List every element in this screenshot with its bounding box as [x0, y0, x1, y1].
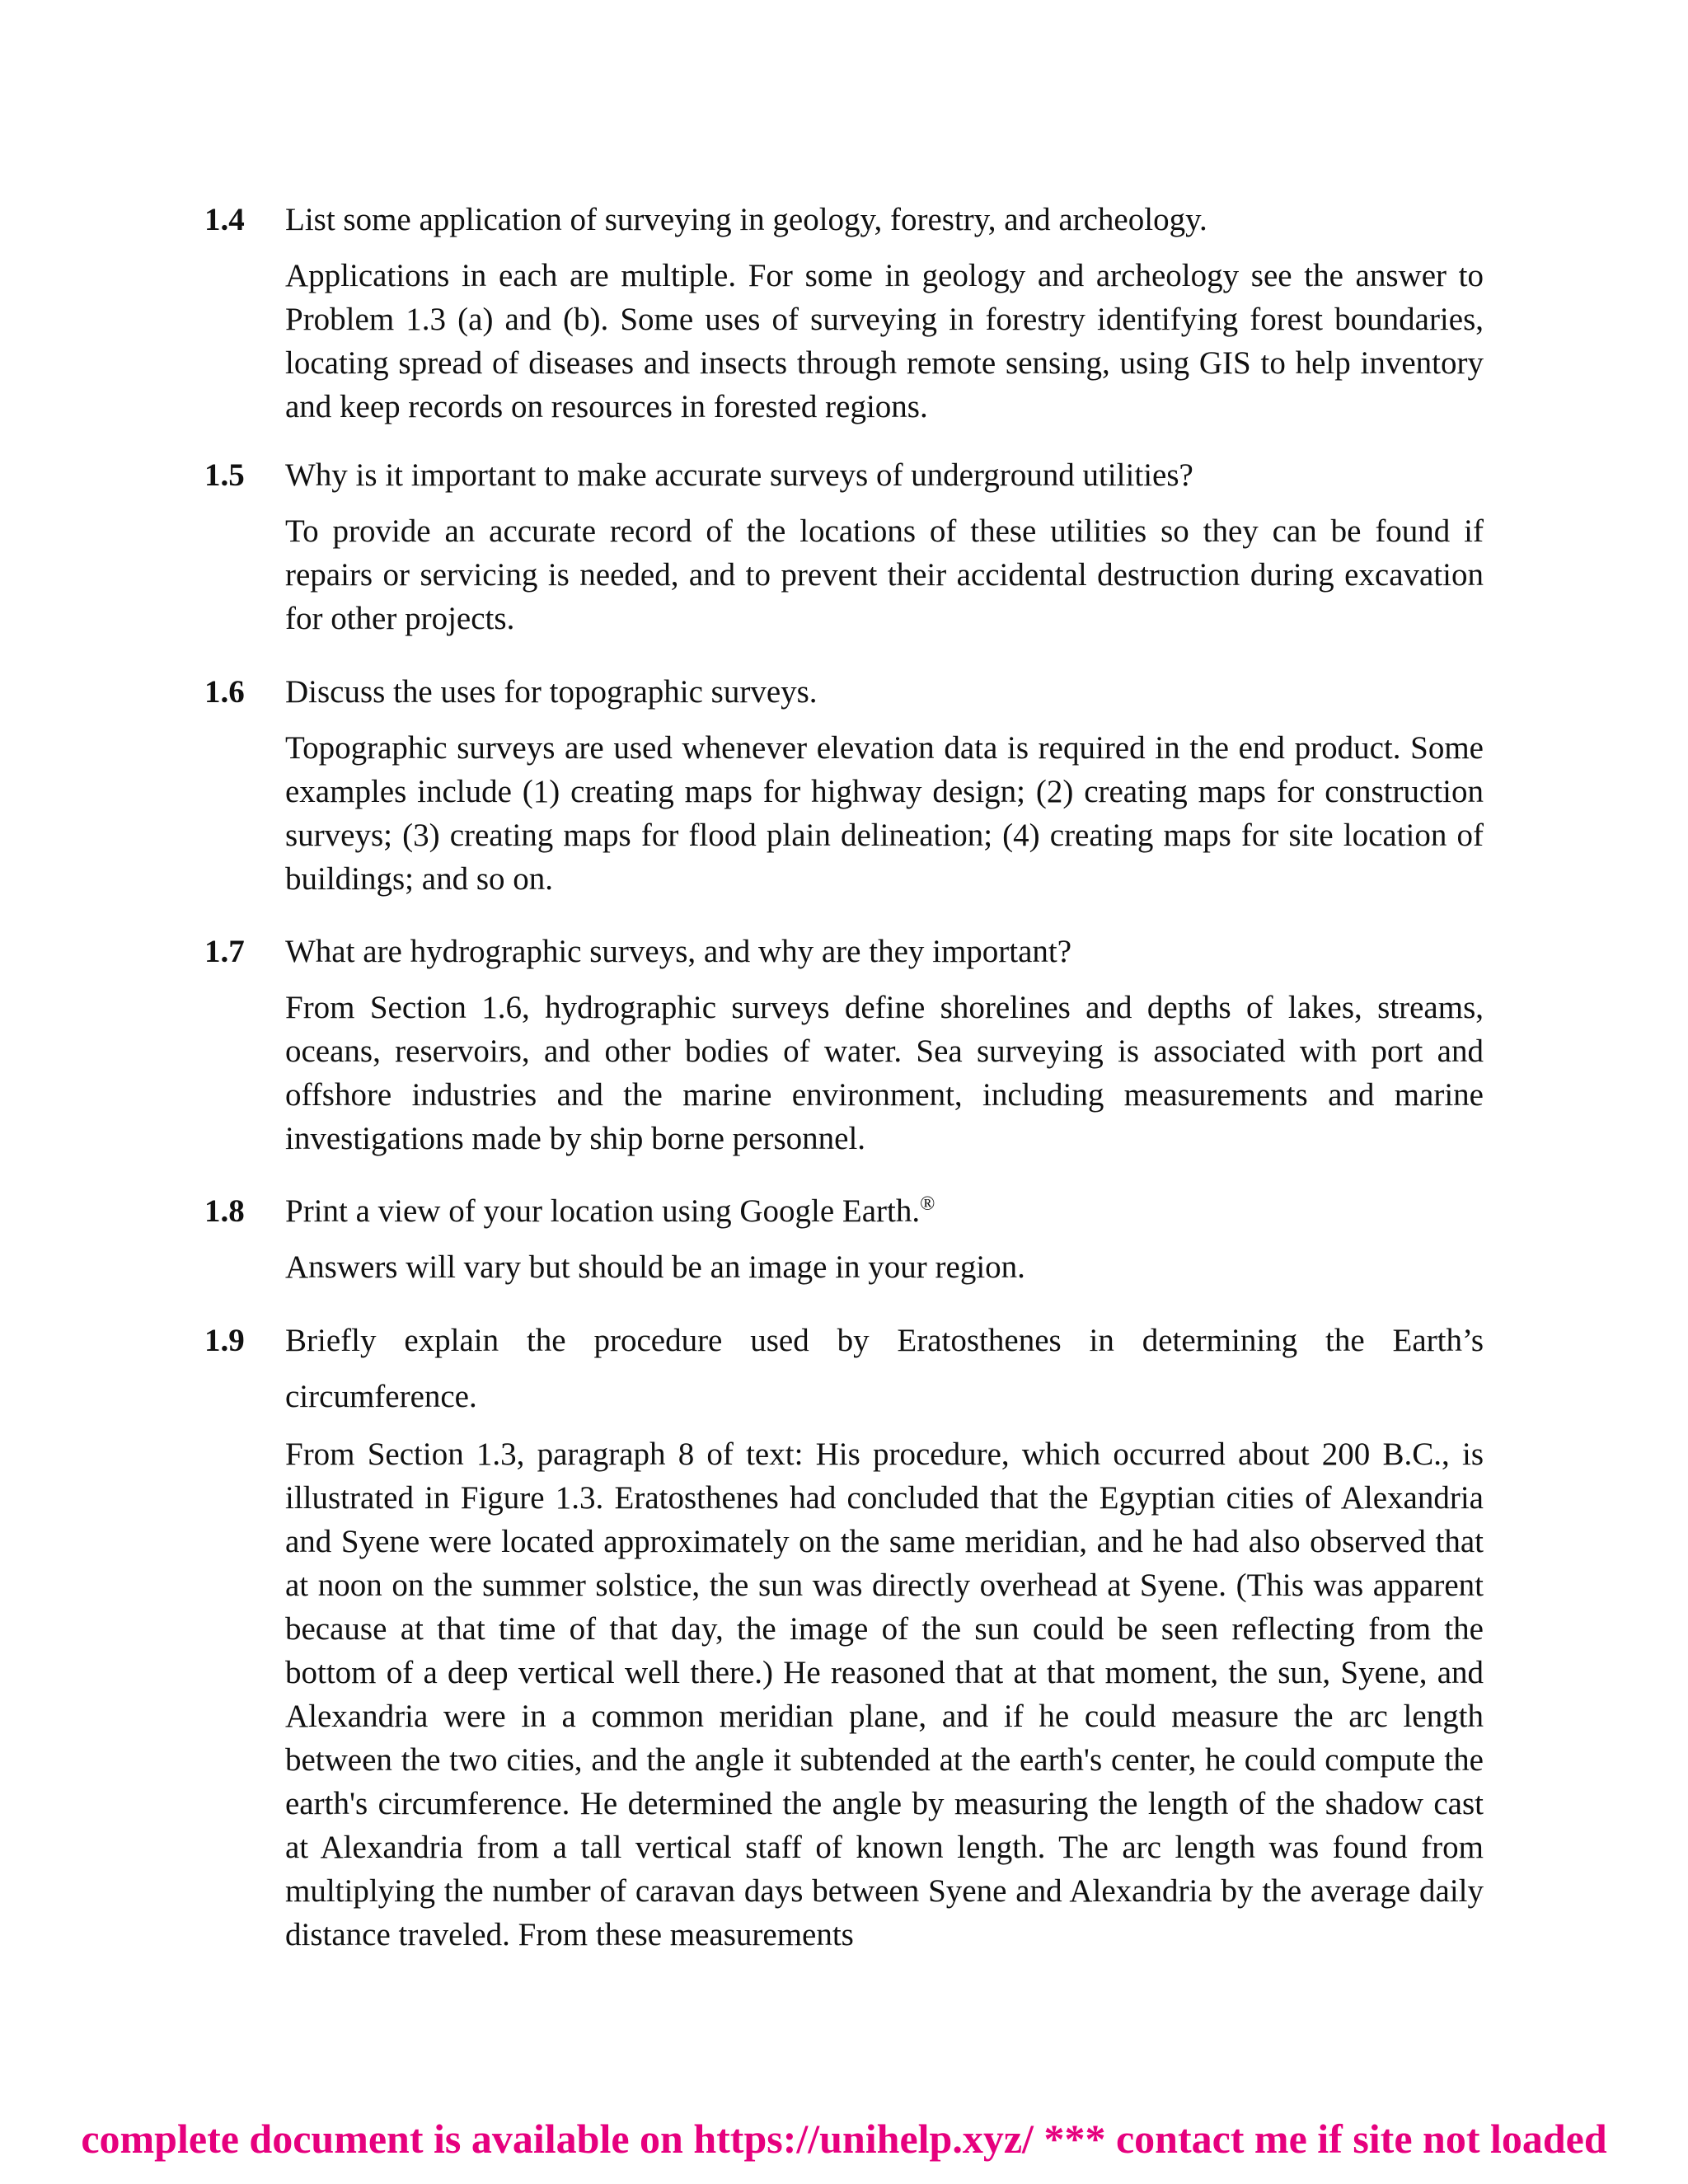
- footer-banner: complete document is available on https://unihelp.xyz/ *** contact me if site not loaded: [81, 2116, 1607, 2162]
- problem-number: 1.8: [204, 1193, 245, 1229]
- problem-question: What are hydrographic surveys, and why are they important?: [285, 934, 1072, 969]
- problem-number: 1.7: [204, 934, 245, 969]
- problem-answer: From Section 1.3, paragraph 8 of text: His procedure, which occurred about 200 B.C., is illustrated in Figure 1.3. Eratosthenes had concluded that the Egyptian cities of Alexandria and Syene were located approximately on the same meridian, and he had also observed that at noon on the summer solstice, the sun was directly overhead at Syene. (This was apparent because at that time of that day, the image of the sun could be seen reflecting from the bottom of a deep vertical well there.) He reasoned that at that moment, the sun, Syene, and Alexandria were in a common meridian plane, and if he could measure the arc length between the two cities, and the angle it subtended at the earth's center, he could compute the earth's circumference. He determined the angle by measuring the length of the shadow cast at Alexandria from a tall vertical staff of known length. The arc length was found from multiplying the number of caravan days between Syene and Alexandria by the average daily distance traveled. From these measurements: [285, 1436, 1484, 1952]
- problem-question: Discuss the uses for topographic surveys.: [285, 674, 818, 710]
- problem-question: Briefly explain the procedure used by Eratosthenes in determining the Earth’s circumference.: [285, 1323, 1484, 1414]
- problem-answer: Answers will vary but should be an image in your region.: [285, 1249, 1025, 1285]
- problem-number: 1.5: [204, 457, 245, 493]
- problem-question: Why is it important to make accurate surveys of underground utilities?: [285, 457, 1193, 493]
- problem-question: List some application of surveying in geology, forestry, and archeology.: [285, 202, 1207, 237]
- problem-number: 1.9: [204, 1323, 245, 1358]
- question-text: Print a view of your location using Google Earth.: [285, 1193, 921, 1229]
- registered-mark: ®: [920, 1193, 935, 1215]
- problem-answer: From Section 1.6, hydrographic surveys define shorelines and depths of lakes, streams, oceans, reservoirs, and other bodies of water. Sea surveying is associated with port and offshore industries and the marine environment, including measurements and marine investigations made by ship borne personnel.: [285, 990, 1484, 1156]
- problem-answer: Topographic surveys are used whenever elevation data is required in the end product. Some examples include (1) creating maps for highway design; (2) creating maps for construction surveys; (3) creating maps for flood plain delineation; (4) creating maps for site location of buildings; and so on.: [285, 730, 1484, 897]
- problem-answer: To provide an accurate record of the locations of these utilities so they can be found if repairs or servicing is needed, and to prevent their accidental destruction during excavation for other projects.: [285, 513, 1484, 636]
- problem-question: [285, 1189, 1484, 1233]
- problem-number: 1.4: [204, 202, 245, 237]
- problem-number: 1.6: [204, 674, 245, 710]
- problem-answer: Applications in each are multiple. For some in geology and archeology see the answer to Problem 1.3 (a) and (b). Some uses of surveying in forestry identifying forest boundaries, locating spread of diseases and insects through remote sensing, using GIS to help inventory and keep records on resources in forested regions.: [285, 258, 1484, 424]
